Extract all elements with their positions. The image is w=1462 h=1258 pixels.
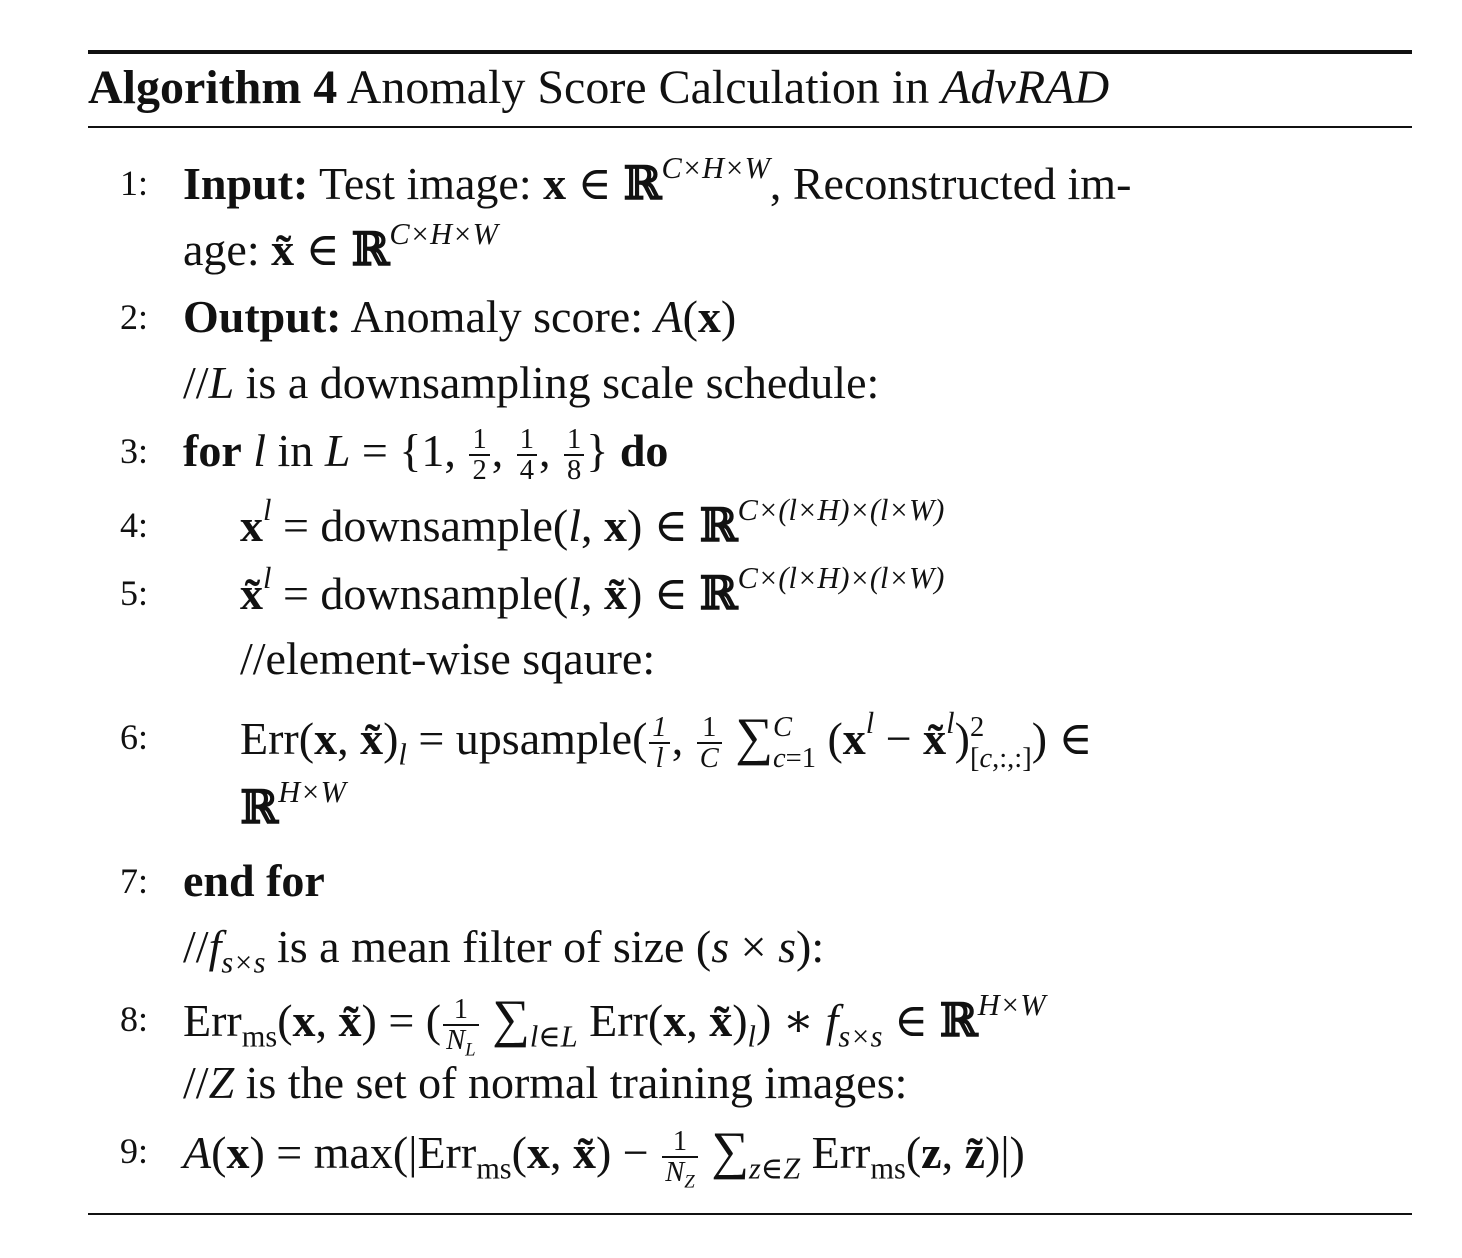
err-fn-5: Err	[811, 1127, 871, 1178]
line-number-2: 2:	[120, 297, 149, 337]
max-fn: max	[313, 1127, 393, 1178]
line-number-1: 1:	[120, 163, 149, 203]
comment-elementwise: //element-wise sqaure:	[240, 633, 656, 684]
err-line: Err(x, $x̃)_l$ = upsample( $\frac{1}{l}$ , $\frac{1}{C}$ ∑ C c=1 ($x^l$ − x̃$^l$) 2 [c,:,:] ) ∈	[240, 705, 1093, 775]
algorithm-label: Algorithm 4	[88, 61, 338, 114]
output-line: Output: Anomaly score: A(x)	[183, 291, 737, 342]
top-rule	[88, 50, 1412, 54]
anomaly-score-line: A(x) = max(|Err$_{ms}$(x, x̃) − $\frac{1}{N_Z}$ $\sum_{z\in Z}$ Err$_{ms}$(z, z̃)|)	[183, 1122, 1025, 1194]
comment-training-text: is the set of normal training images:	[234, 1057, 908, 1108]
line-number-3: 3:	[120, 431, 149, 471]
input-line-cont: age: x̃ ∈ ℝ$^{C\times H\times W}$	[183, 216, 498, 276]
comment-schedule-text: is a downsampling scale schedule:	[234, 357, 880, 408]
ms-subscript: ms	[241, 1019, 278, 1054]
line-number-6: 6:	[120, 717, 149, 757]
end-for-keyword: end for	[183, 855, 325, 906]
downsample-x-line: $x^l$ = downsample(l, x) ∈ ℝ$^{C\times(l\times H)\times(l\times W)}$	[240, 492, 945, 552]
input-keyword: Input:	[183, 158, 309, 209]
output-desc: Anomaly score:	[350, 291, 643, 342]
line-number-9: 9:	[120, 1131, 149, 1171]
do-keyword: do	[619, 425, 669, 476]
input-desc-3: age:	[183, 224, 260, 275]
ms-subscript-3: ms	[870, 1151, 906, 1186]
ms-subscript-2: ms	[476, 1151, 512, 1186]
algorithm-title	[88, 58, 1109, 118]
header-rule	[88, 126, 1412, 128]
input-desc: Test image:	[318, 158, 532, 209]
comment-filter: $//f_{s\times s}$ is a mean filter of size (s × s):	[183, 921, 825, 980]
line-number-8: 8:	[120, 999, 149, 1039]
err-fn-3: Err	[589, 995, 648, 1046]
comment-training-set: //Z is the set of normal training images:	[183, 1057, 908, 1108]
err-fn-4: Err	[417, 1127, 477, 1178]
err-ms-line: Err$_{ms}$(x, x̃) = ( $\frac{1}{N_L}$ $\sum_{l\in L}$ Err(x, $x̃)_l$) ∗ $f_{s\times s}$ ∈ ℝ$^{H\times W}$	[183, 987, 1046, 1062]
comment-schedule: //L is a downsampling scale schedule:	[183, 357, 880, 408]
for-keyword: for	[183, 425, 242, 476]
in-word: in	[266, 425, 325, 476]
err-line-cont: ℝ$^{H\times W}$	[240, 774, 346, 834]
for-line: for l in L = {1, $\frac{1}{2}$ , $\frac{1}{4}$ , $\frac{1}{8}$ } do	[183, 423, 669, 487]
input-line: Input: Test image: x ∈ ℝ$^{C\times H\times W}$, Reconstructed im-	[183, 150, 1132, 210]
line-number-5: 5:	[120, 573, 149, 613]
output-keyword: Output:	[183, 291, 342, 342]
err-fn: Err	[240, 713, 299, 764]
input-desc-2: , Reconstructed im-	[769, 158, 1132, 209]
comment-filter-text: is a mean filter of size	[265, 921, 696, 972]
upsample-fn: upsample	[455, 713, 633, 764]
downsample-fn: downsample	[320, 500, 553, 551]
comment-slashes-2: //	[183, 921, 209, 972]
downsample-xt-line: x̃$^l$ = downsample(l, x̃) ∈ ℝ$^{C\times(l\times H)\times(l\times W)}$	[240, 560, 945, 620]
comment-slashes: //	[183, 357, 209, 408]
algorithm-method-name: AdvRAD	[941, 61, 1110, 114]
comment-slashes-3: //	[183, 1057, 209, 1108]
downsample-fn-2: downsample	[320, 568, 553, 619]
algorithm-title-text: Anomaly Score Calculation in	[346, 61, 930, 114]
line-number-7: 7:	[120, 861, 149, 901]
bottom-rule	[88, 1213, 1412, 1215]
line-number-4: 4:	[120, 505, 149, 545]
err-fn-2: Err	[183, 995, 242, 1046]
